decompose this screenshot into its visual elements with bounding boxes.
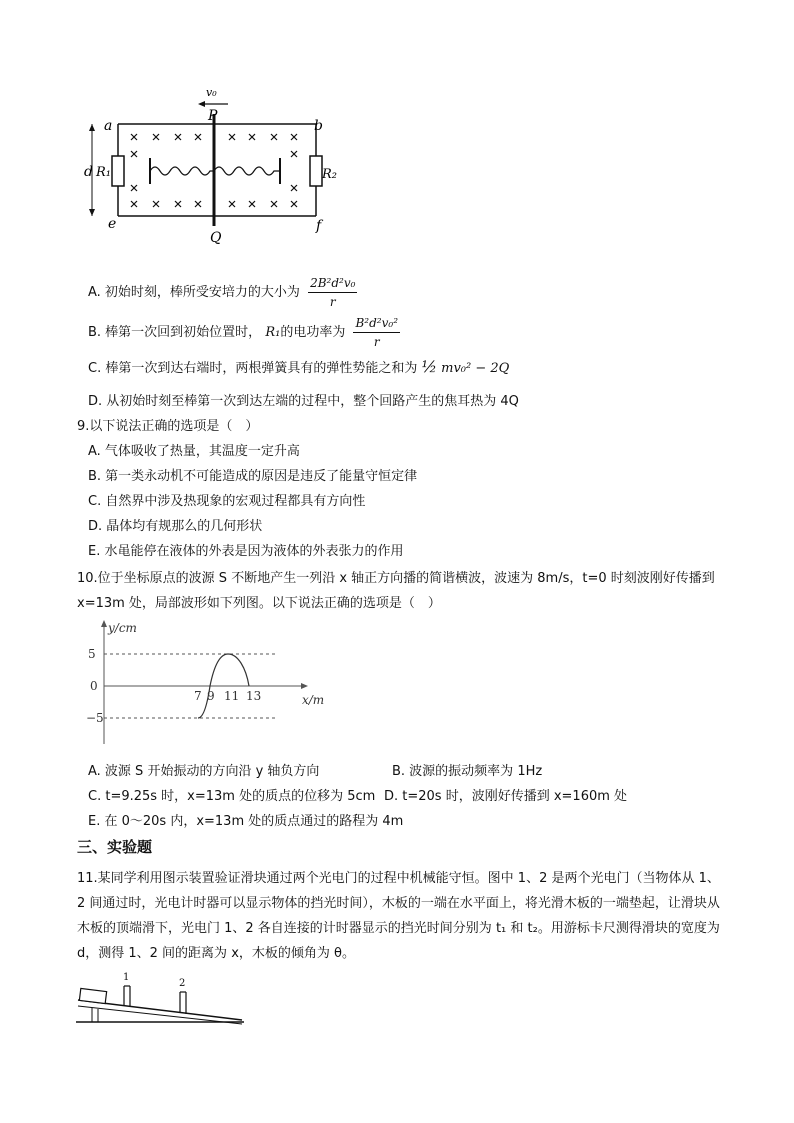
label-r1: R₁ [96,165,111,180]
q10-option-b: B. 波源的振动频率为 1Hz [392,764,543,779]
q9-option-b: B. 第一类永动机不可能造成的原因是违反了能量守恒定律 [88,469,418,484]
label-r2: R₂ [322,167,337,182]
label-p: P [208,108,218,124]
q10-stem: 10.位于坐标原点的波源 S 不断地产生一列沿 x 轴正方向播的简谐横波，波速为 8m/s，t=0 时刻波刚好传播到 x=13m 处，局部波形如下列图。以下说法正确的选项是（ ） [77,571,715,611]
y-axis-label: y/cm [108,621,137,635]
q8-option-b [88,314,404,351]
fraction-denominator: r [373,335,380,349]
x-tick-9: 9 [207,689,215,703]
q10-option-e: E. 在 0～20s 内，x=13m 处的质点通过的路程为 4m [88,814,404,829]
y-tick-neg5: −5 [86,711,104,725]
incline-figure [74,966,254,1028]
fraction-numerator: B²d²v₀² [353,314,400,333]
rail-circuit-figure [80,84,350,244]
fraction-denominator: r [329,295,336,309]
label-a: a [104,118,113,134]
q10-option-c: C. t=9.25s 时，x=13m 处的质点的位移为 5cm [88,789,376,804]
wave-graph [86,618,336,748]
label-d: d [84,164,93,180]
q8-option-b-fraction [353,314,400,351]
q8-option-c-formula: mv₀² − 2Q [441,361,510,376]
label-q: Q [210,230,222,244]
q8-option-b-text2: 的电功率为 [280,325,346,340]
q9-stem: 9.以下说法正确的选项是（ ） [77,419,259,434]
x-axis-label: x/m [302,693,325,707]
q8-option-b-text: B. 棒第一次回到初始位置时， [88,325,262,340]
y-tick-5: 5 [88,647,96,661]
q10-option-a: A. 波源 S 开始振动的方向沿 y 轴负方向 [88,764,320,779]
q8-option-a [88,274,361,311]
label-e: e [108,216,117,232]
q8-option-a-text: A. 初始时刻，棒所受安培力的大小为 [88,285,300,300]
gate-2-label: 2 [179,978,186,989]
q9-option-c: C. 自然界中涉及热现象的宏观过程都具有方向性 [88,494,366,509]
q10-option-d: D. t=20s 时，波刚好传播到 x=160m 处 [384,789,628,804]
q8-option-c [88,358,509,378]
x-tick-13: 13 [246,689,262,703]
label-b: b [314,118,323,134]
q8-option-b-r1: R₁ [265,325,281,340]
q9-option-e: E. 水黾能停在液体的外表是因为液体的外表张力的作用 [88,544,404,559]
q8-option-a-fraction [308,274,357,311]
q8-option-c-half: ½ [421,357,437,376]
fraction-numerator: 2B²d²v₀ [308,274,357,293]
q9-option-a: A. 气体吸收了热量，其温度一定升高 [88,444,300,459]
x-tick-7: 7 [194,689,202,703]
x-tick-11: 11 [224,689,240,703]
y-tick-0: 0 [90,679,98,693]
q8-option-d: D. 从初始时刻至棒第一次到达左端的过程中，整个回路产生的焦耳热为 4Q [88,394,519,409]
gate-1-label: 1 [123,972,130,983]
section-title: 三、实验题 [77,838,153,856]
label-f: f [316,218,322,234]
q8-option-c-text: C. 棒第一次到达右端时，两根弹簧具有的弹性势能之和为 [88,361,418,376]
label-v0: v₀ [206,86,217,99]
q9-option-d: D. 晶体均有规那么的几何形状 [88,519,263,534]
q11-stem: 11.某同学利用图示装置验证滑块通过两个光电门的过程中机械能守恒。图中 1、2 是两个光电门（当物体从 1、2 间通过时，光电计时器可以显示物体的挡光时间），木板的一端在水平面上，将光滑木板的一端垫起，让滑块从木板的顶端滑下，光电门 1、2 各自连接的计时器显示的挡光时间分别为 t₁ 和 t₂。用游标卡尺测得滑块的宽度为 d，测得 1、2 间的距离为 x，木板的倾角为 θ。 [77,871,720,961]
